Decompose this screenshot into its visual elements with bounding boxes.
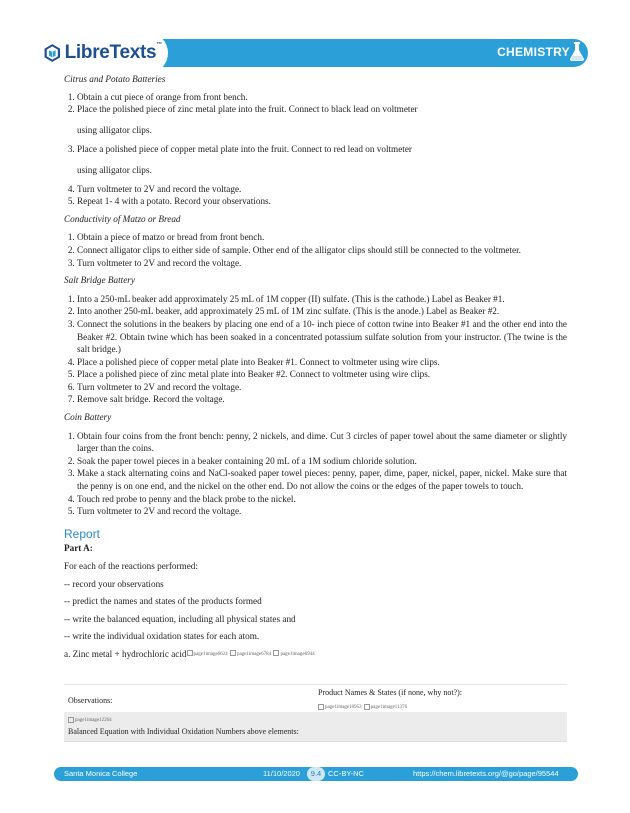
section-title: Conductivity of Matzo or Bread: [64, 213, 181, 224]
reaction-item-a: [64, 648, 567, 661]
flask-icon: [569, 42, 585, 62]
list-item: 5. Place a polished piece of zinc metal plate into Beaker #2. Connect to voltmeter using wire clips.: [77, 368, 567, 381]
equation-label: Balanced Equation with Individual Oxidation Numbers above elements:: [68, 727, 299, 736]
list-item: 2. Connect alligator clips to either side of sample. Other end of the alligator clips should still be connected to the voltmeter.: [77, 244, 567, 257]
footer-license: CC-BY-NC: [328, 769, 364, 778]
list-item: 1. Obtain a piece of matzo or bread from front bench.: [77, 231, 567, 244]
report-intro: For each of the reactions performed:: [64, 561, 198, 571]
image-placeholder: page1image11376: [364, 704, 407, 710]
subject-label[interactable]: CHEMISTRY: [497, 45, 570, 59]
page-header: [0, 0, 630, 72]
salt-bridge-steps: [64, 293, 567, 406]
list-item: 2. Place the polished piece of zinc metal plate into the fruit. Connect to black lead on voltmeter: [77, 103, 567, 116]
citrus-steps: [64, 183, 567, 208]
section-title: Coin Battery: [64, 412, 112, 423]
coin-steps: [64, 430, 567, 518]
observations-label: Observations:: [68, 696, 113, 705]
report-bullet: -- write the individual oxidation states for each atom.: [64, 631, 260, 642]
citrus-steps: [64, 91, 567, 116]
list-item: 2. Into another 250-mL beaker, add approximately 25 mL of 1M zinc sulfate. (This is the anode.) Label as Beaker #2.: [77, 305, 567, 318]
list-item: 4. Place a polished piece of copper metal plate into Beaker #1. Connect to voltmeter using wire clips.: [77, 356, 567, 369]
citrus-steps: [64, 143, 567, 156]
image-placeholder: page1image10952: [318, 704, 362, 710]
products-label: Product Names & States (if none, why not?):: [318, 688, 462, 697]
list-item: 3. Place a polished piece of copper metal plate into the fruit. Connect to red lead on voltmeter: [77, 143, 567, 156]
footer-date: 11/10/2020: [263, 769, 300, 778]
list-item: 1. Into a 250-mL beaker add approximately 25 mL of 1M copper (II) sulfate. (This is the cathode.) Label as Beaker #1.: [77, 293, 567, 306]
list-item: 2. Soak the paper towel pieces in a beaker containing 20 mL of a 1M sodium chloride solution.: [77, 455, 567, 468]
list-item: 5. Repeat 1- 4 with a potato. Record your observations.: [77, 195, 567, 208]
list-item: 4. Turn voltmeter to 2V and record the voltage.: [77, 183, 567, 196]
answer-table-row-equation: [64, 712, 567, 742]
footer-college: Santa Monica College: [64, 769, 138, 778]
reaction-label: a. Zinc metal + hydrochloric acid: [64, 648, 187, 659]
part-label: Part A:: [64, 543, 93, 554]
lab-procedure: [64, 72, 567, 661]
libretexts-logo-icon: [44, 36, 61, 70]
image-placeholder: page1image6944: [273, 649, 314, 662]
list-item: 3. Make a stack alternating coins and NaCl-soaked paper towel pieces: penny, paper, dime, paper, nickel, paper, nickel. Make sure that the penny is on one end, and the nickel on the other end. Do not allow the coins or the edges of the paper towels to touch.: [77, 467, 567, 492]
image-placeholder: page1image6784: [230, 649, 271, 662]
list-item: 6. Turn voltmeter to 2V and record the voltage.: [77, 381, 567, 394]
matzo-steps: [64, 231, 567, 269]
libretexts-logo[interactable]: [44, 33, 162, 73]
footer-url-link[interactable]: https://chem.libretexts.org/@go/page/95544: [413, 769, 559, 778]
image-placeholder: page1image12264: [68, 717, 112, 723]
list-item: 5. Turn voltmeter to 2V and record the voltage.: [77, 505, 567, 518]
report-bullet: -- predict the names and states of the products formed: [64, 596, 262, 607]
list-item-continuation: using alligator clips.: [77, 164, 152, 175]
logo-text: LibreTexts™: [64, 42, 162, 63]
list-item: 1. Obtain a cut piece of orange from front bench.: [77, 91, 567, 104]
list-item: 1. Obtain four coins from the front bench: penny, 2 nickels, and dime. Cut 3 circles of paper towel about the same diameter or slightly larger than the coins.: [77, 430, 567, 455]
section-title: Citrus and Potato Batteries: [64, 74, 166, 84]
list-item: 7. Remove salt bridge. Record the voltage.: [77, 393, 567, 406]
section-title: Salt Bridge Battery: [64, 275, 135, 286]
list-item-continuation: using alligator clips.: [77, 124, 152, 135]
report-bullet: -- write the balanced equation, including all physical states and: [64, 613, 296, 624]
report-bullet: -- record your observations: [64, 578, 164, 589]
products-images: [318, 702, 407, 711]
list-item: 3. Turn voltmeter to 2V and record the voltage.: [77, 257, 567, 270]
image-placeholder: page1image6624: [187, 649, 228, 662]
list-item: 3. Connect the solutions in the beakers by placing one end of a 10- inch piece of cotton twine into Beaker #1 and the other end into the Beaker #2. Obtain twine which has been soaked in a concentrated potassium sulfate solution from your instructor. (The twine is the salt bridge.): [77, 318, 567, 356]
page-footer: [54, 767, 578, 781]
list-item: 4. Touch red probe to penny and the black probe to the nickel.: [77, 493, 567, 506]
page-number-badge: 9.4: [307, 767, 325, 781]
answer-table-row-observations: [64, 684, 567, 712]
report-heading: Report: [64, 526, 101, 541]
